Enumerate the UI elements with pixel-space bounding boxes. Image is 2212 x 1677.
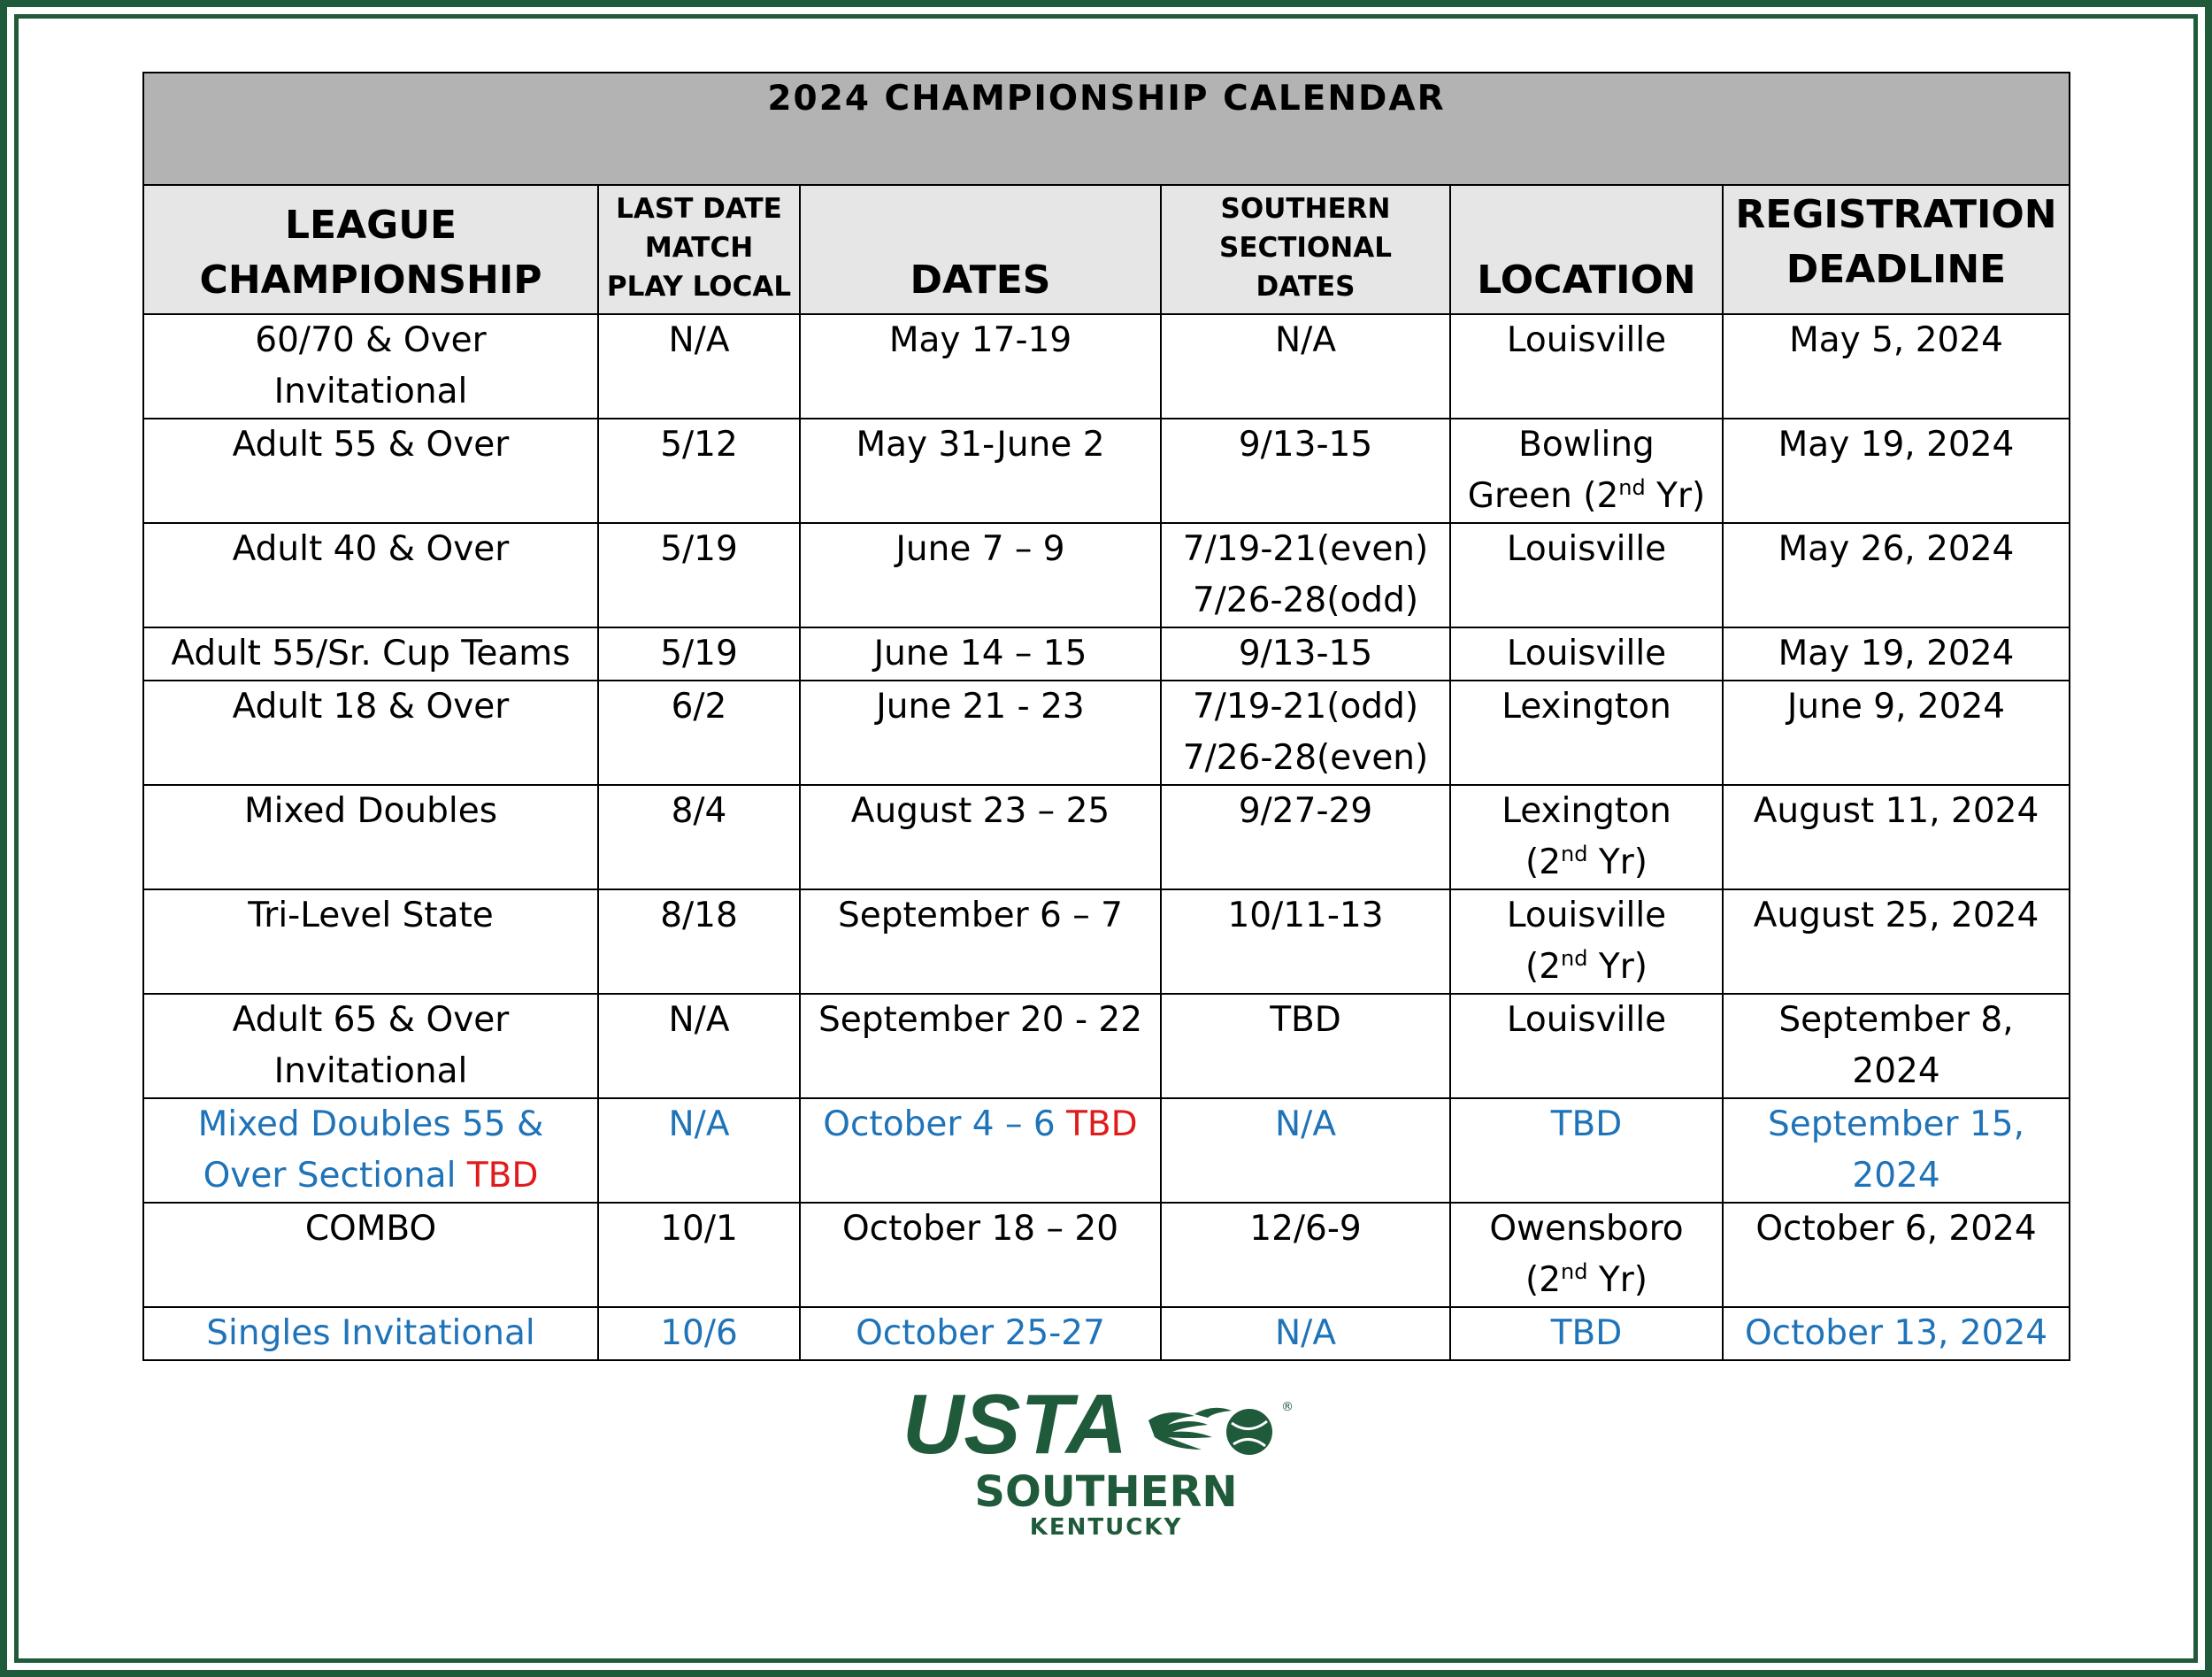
league-cell: Mixed Doubles bbox=[143, 785, 598, 889]
last-date-cell: 10/6 bbox=[598, 1307, 800, 1360]
dates-cell: October 25-27 bbox=[800, 1307, 1161, 1360]
southern-cell: 9/27-29 bbox=[1161, 785, 1450, 889]
table-row bbox=[143, 523, 2070, 627]
location-cell: Louisville bbox=[1450, 314, 1723, 419]
southern-cell: 10/11-13 bbox=[1161, 889, 1450, 994]
header-southern-sectional-dates: SOUTHERN SECTIONAL DATES bbox=[1161, 185, 1450, 314]
league-cell: Mixed Doubles 55 & Over Sectional TBD bbox=[143, 1098, 598, 1203]
dates-cell: September 6 – 7 bbox=[800, 889, 1161, 994]
table-row bbox=[143, 627, 2070, 681]
southern-cell: N/A bbox=[1161, 1098, 1450, 1203]
dates-cell: August 23 – 25 bbox=[800, 785, 1161, 889]
league-cell: Singles Invitational bbox=[143, 1307, 598, 1360]
dates-cell: October 4 – 6 TBD bbox=[800, 1098, 1161, 1203]
location-cell: Owensboro (2nd Yr) bbox=[1450, 1203, 1723, 1307]
last-date-cell: 10/1 bbox=[598, 1203, 800, 1307]
table-row bbox=[143, 314, 2070, 419]
league-cell: Adult 40 & Over bbox=[143, 523, 598, 627]
last-date-cell: N/A bbox=[598, 1098, 800, 1203]
last-date-cell: 5/19 bbox=[598, 523, 800, 627]
deadline-cell: May 19, 2024 bbox=[1723, 627, 2070, 681]
table-row bbox=[143, 681, 2070, 785]
location-cell: TBD bbox=[1450, 1307, 1723, 1360]
dates-cell: June 14 – 15 bbox=[800, 627, 1161, 681]
league-cell: COMBO bbox=[143, 1203, 598, 1307]
header-league-championship: LEAGUE CHAMPIONSHIP bbox=[143, 185, 598, 314]
deadline-cell: May 19, 2024 bbox=[1723, 419, 2070, 523]
southern-cell: 9/13-15 bbox=[1161, 419, 1450, 523]
southern-cell: N/A bbox=[1161, 1307, 1450, 1360]
location-cell: Bowling Green (2nd Yr) bbox=[1450, 419, 1723, 523]
location-cell: TBD bbox=[1450, 1098, 1723, 1203]
usta-wordmark: USTA bbox=[902, 1377, 1128, 1472]
registered-mark: ® bbox=[1281, 1400, 1294, 1414]
location-cell: Louisville bbox=[1450, 627, 1723, 681]
dates-cell: May 31-June 2 bbox=[800, 419, 1161, 523]
southern-cell: 7/19-21(even) 7/26-28(odd) bbox=[1161, 523, 1450, 627]
header-row bbox=[143, 185, 2070, 314]
calendar-title: 2024 CHAMPIONSHIP CALENDAR bbox=[143, 73, 2070, 185]
deadline-cell: August 11, 2024 bbox=[1723, 785, 2070, 889]
location-cell: Lexington bbox=[1450, 681, 1723, 785]
location-cell: Louisville (2nd Yr) bbox=[1450, 889, 1723, 994]
southern-cell: 12/6-9 bbox=[1161, 1203, 1450, 1307]
last-date-cell: 5/19 bbox=[598, 627, 800, 681]
league-cell: Adult 65 & Over Invitational bbox=[143, 994, 598, 1098]
southern-cell: 9/13-15 bbox=[1161, 627, 1450, 681]
deadline-cell: May 5, 2024 bbox=[1723, 314, 2070, 419]
header-location: LOCATION bbox=[1450, 185, 1723, 314]
last-date-cell: N/A bbox=[598, 994, 800, 1098]
dates-cell: September 20 - 22 bbox=[800, 994, 1161, 1098]
league-cell: Adult 55 & Over bbox=[143, 419, 598, 523]
header-dates: DATES bbox=[800, 185, 1161, 314]
deadline-cell: September 15, 2024 bbox=[1723, 1098, 2070, 1203]
championship-calendar-table bbox=[142, 72, 2070, 1361]
logo-state-kentucky: KENTUCKY bbox=[1029, 1514, 1183, 1541]
location-cell: Lexington (2nd Yr) bbox=[1450, 785, 1723, 889]
deadline-cell: May 26, 2024 bbox=[1723, 523, 2070, 627]
table-row bbox=[143, 889, 2070, 994]
league-cell: 60/70 & Over Invitational bbox=[143, 314, 598, 419]
header-registration-deadline: REGISTRATION DEADLINE bbox=[1723, 185, 2070, 314]
last-date-cell: 6/2 bbox=[598, 681, 800, 785]
last-date-cell: N/A bbox=[598, 314, 800, 419]
southern-cell: N/A bbox=[1161, 314, 1450, 419]
deadline-cell: August 25, 2024 bbox=[1723, 889, 2070, 994]
last-date-cell: 8/4 bbox=[598, 785, 800, 889]
southern-cell: TBD bbox=[1161, 994, 1450, 1098]
southern-cell: 7/19-21(odd) 7/26-28(even) bbox=[1161, 681, 1450, 785]
dates-cell: June 7 – 9 bbox=[800, 523, 1161, 627]
location-cell: Louisville bbox=[1450, 523, 1723, 627]
last-date-cell: 5/12 bbox=[598, 419, 800, 523]
deadline-cell: September 8, 2024 bbox=[1723, 994, 2070, 1098]
league-cell: Adult 55/Sr. Cup Teams bbox=[143, 627, 598, 681]
table-row bbox=[143, 785, 2070, 889]
dates-cell: October 18 – 20 bbox=[800, 1203, 1161, 1307]
deadline-cell: June 9, 2024 bbox=[1723, 681, 2070, 785]
logo-region-southern: SOUTHERN bbox=[974, 1467, 1238, 1517]
table-row bbox=[143, 1307, 2070, 1360]
table-row bbox=[143, 994, 2070, 1098]
dates-cell: May 17-19 bbox=[800, 314, 1161, 419]
header-last-date-match-play-local: LAST DATE MATCH PLAY LOCAL bbox=[598, 185, 800, 314]
flaming-tennis-ball-icon bbox=[1148, 1408, 1272, 1455]
table-row bbox=[143, 1098, 2070, 1203]
league-cell: Tri-Level State bbox=[143, 889, 598, 994]
location-cell: Louisville bbox=[1450, 994, 1723, 1098]
dates-cell: June 21 - 23 bbox=[800, 681, 1161, 785]
deadline-cell: October 6, 2024 bbox=[1723, 1203, 2070, 1307]
deadline-cell: October 13, 2024 bbox=[1723, 1307, 2070, 1360]
league-cell: Adult 18 & Over bbox=[143, 681, 598, 785]
table-row bbox=[143, 419, 2070, 523]
table-row bbox=[143, 1203, 2070, 1307]
last-date-cell: 8/18 bbox=[598, 889, 800, 994]
